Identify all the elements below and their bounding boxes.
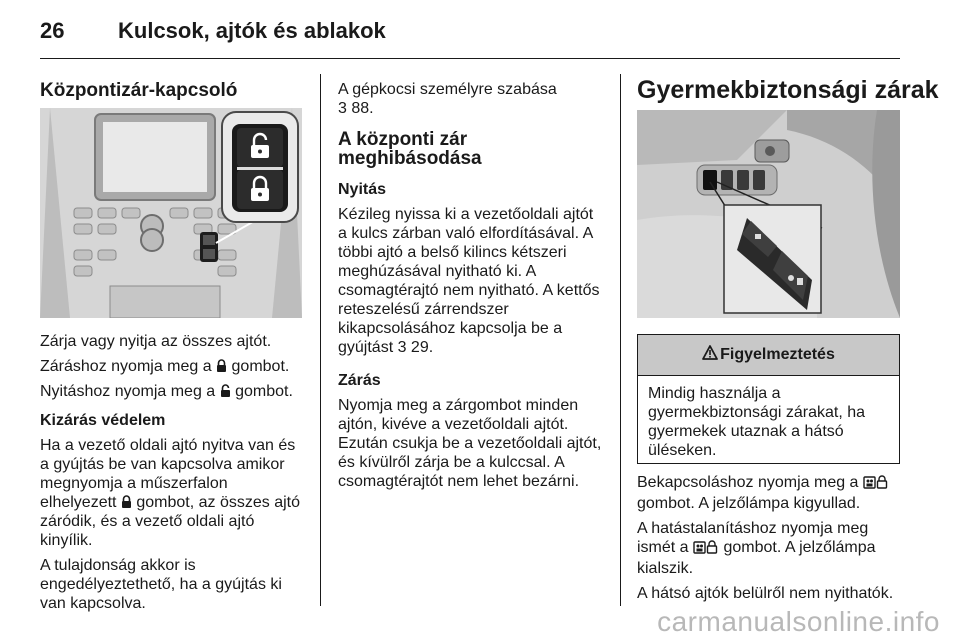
child-lock-icon (863, 475, 889, 494)
column-divider-2 (620, 74, 621, 606)
chapter-title: Kulcsok, ajtók és ablakok (118, 18, 386, 43)
text: gombot. A jelzőlámpa kigyullad. (637, 495, 861, 512)
unlock-icon (220, 383, 231, 396)
column-2-text (338, 80, 606, 497)
paragraph-personalisation: A gépkocsi személyre szabása (338, 81, 557, 98)
text: gombot. A jelzőlámpa kialszik. (637, 539, 876, 577)
paragraph-locking: Nyomja meg a zárgombot minden ajtón, kivéve a vezetőoldali ajtót. Ezután csukja be a vezetőoldali ajtót, és kívülről zárja be a kulccsal. A csomagtérajtót nem lehet bezárni. (338, 397, 602, 490)
dashboard-illustration (40, 108, 302, 318)
paragraph-unlocking: Kézileg nyissa ki a vezetőoldali ajtót a kulcs zárban való elfordításával. A többi ajtó a belső kilincs kétszeri meghúzásával nyitható ki. A csomagtérajtó nem nyitható. A kettős reteszelésű zárrendszer kikapcsolásához kapcsolja be a gyújtást 3 29. (338, 206, 600, 356)
paragraph-feature-note: A tulajdonság akkor is engedélyeztethető, ha a gyújtás ki van kapcsolva. (40, 557, 282, 612)
lock-icon (216, 358, 227, 371)
dashboard-lock-switch-image (40, 108, 302, 318)
lock-icon (121, 494, 132, 507)
text: Ha a vezető oldali ajtó nyitva van és a gyújtás be van kapcsolva amikor megnyomja a műszerfalon elhelyezett (40, 437, 296, 511)
paragraph-lock-all: Zárja vagy nyitja az összes ajtót. (40, 333, 272, 350)
warning-title: Figyelmeztetés (720, 346, 835, 363)
column-3-text (637, 473, 900, 609)
warning-box (637, 334, 900, 464)
page-reference: 3 88. (338, 100, 374, 117)
paragraph-rear-doors: A hátsó ajtók belülről nem nyithatók. (637, 585, 894, 602)
child-lock-switch-image (637, 110, 900, 318)
header-rule (40, 58, 900, 59)
child-lock-icon (693, 540, 719, 559)
page-number: 26 (40, 18, 65, 43)
warning-header (638, 335, 899, 376)
section-heading-child-locks: Gyermekbiztonsági zárak (637, 76, 939, 104)
column-divider-1 (320, 74, 321, 606)
paragraph-lockout (40, 436, 302, 550)
text: gombot. (230, 383, 293, 400)
text: Záráshoz nyomja meg a (40, 358, 217, 375)
subheading-lockout-protection: Kizárás védelem (40, 412, 166, 429)
text: A hatástalanításhoz nyomja meg ismét a (637, 520, 869, 556)
paragraph-activate (637, 473, 900, 513)
paragraph-unlock-instruction (40, 382, 302, 401)
warning-triangle-icon (702, 345, 718, 365)
door-panel-illustration (637, 110, 900, 318)
text: gombot. (227, 358, 290, 375)
paragraph-lock-instruction (40, 357, 302, 376)
text: gombot, az összes ajtó záródik, és a vezető oldali ajtó kinyílik. (40, 494, 301, 549)
text: Bekapcsoláshoz nyomja meg a (637, 474, 863, 491)
watermark: carmanualsonline.info (657, 606, 940, 637)
section-heading-central-lock: Központizár-kapcsoló (40, 80, 238, 101)
subheading-unlocking: Nyitás (338, 181, 387, 198)
text: Nyitáshoz nyomja meg a (40, 383, 220, 400)
paragraph-deactivate (637, 519, 900, 578)
column-1-text (40, 332, 302, 619)
subheading-locking: Zárás (338, 372, 381, 389)
section-heading-fault: A központi zár meghibásodása (338, 129, 482, 169)
warning-body: Mindig használja a gyermekbiztonsági zárakat, ha gyermekek utaznak a hátsó üléseken. (648, 385, 865, 459)
